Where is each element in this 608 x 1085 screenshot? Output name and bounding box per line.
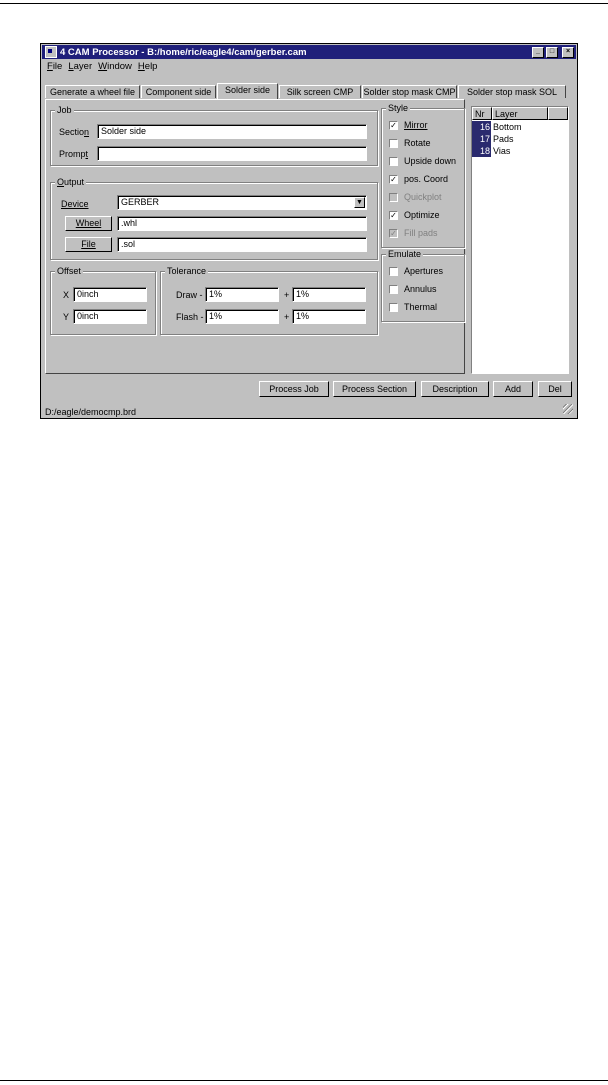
menu-help[interactable]: Help [137, 61, 158, 72]
menu-file[interactable]: File [47, 61, 63, 72]
prompt-input[interactable] [97, 146, 367, 161]
offset-y-label: Y [63, 312, 70, 322]
layer-row[interactable] [472, 145, 510, 157]
quickplot-checkbox[interactable] [389, 192, 442, 202]
rotate-checkbox[interactable] [389, 138, 431, 148]
tolerance-group [160, 266, 378, 335]
tab-panel [45, 99, 465, 374]
optimize-checkbox[interactable] [389, 210, 440, 220]
layer-col-spacer [548, 107, 568, 120]
layer-row[interactable] [472, 133, 514, 145]
rotate-label: Rotate [404, 138, 431, 148]
mirror-checkbox[interactable] [389, 120, 428, 130]
section-label-text: Sectio [59, 127, 85, 137]
annulus-checkbox[interactable] [389, 284, 437, 294]
layer-list[interactable] [471, 106, 569, 374]
tolerance-legend: Tolerance [167, 266, 207, 276]
flash-plus-label: + [284, 312, 290, 322]
tab-silk-screen-cmp[interactable]: Silk screen CMP [279, 85, 361, 98]
annulus-box [389, 285, 398, 294]
title-bar[interactable] [42, 45, 576, 59]
quickplot-label: Quickplot [404, 192, 442, 202]
thermal-label: Thermal [404, 302, 438, 312]
offset-x-input[interactable]: 0inch [73, 287, 147, 302]
process-section-button[interactable]: Process Section [333, 381, 416, 397]
maximize-button[interactable]: □ [546, 47, 558, 58]
apertures-box [389, 267, 398, 276]
flash-plus-input[interactable]: 1% [292, 309, 366, 324]
layer-col-layer[interactable]: Layer [492, 107, 548, 120]
offset-group [50, 266, 156, 335]
device-label: Device [61, 199, 89, 209]
layer-name: Bottom [493, 122, 522, 132]
rotate-box [389, 139, 398, 148]
status-bar: D:/eagle/democmp.brd [45, 407, 137, 417]
menu-window[interactable]: Window [98, 61, 132, 72]
layer-name: Pads [493, 134, 514, 144]
prompt-label [59, 149, 88, 159]
close-button[interactable]: × [562, 47, 574, 58]
mirror-label: Mirror [404, 120, 428, 130]
apertures-label: Apertures [404, 266, 444, 276]
section-input[interactable]: Solder side [97, 124, 367, 139]
upside-down-checkbox[interactable] [389, 156, 456, 166]
page-top-rule [0, 3, 608, 4]
chevron-down-icon[interactable]: ▼ [354, 197, 365, 208]
draw-minus-input[interactable]: 1% [205, 287, 279, 302]
job-group [50, 105, 378, 166]
job-legend: Job [57, 105, 72, 115]
annulus-label: Annulus [404, 284, 437, 294]
menu-layer[interactable]: Layer [68, 61, 93, 72]
draw-plus-input[interactable]: 1% [292, 287, 366, 302]
emulate-legend: Emulate [388, 249, 422, 259]
apertures-checkbox[interactable] [389, 266, 443, 276]
style-group [381, 103, 465, 248]
layer-nr: 18 [472, 145, 491, 157]
menu-help-mnemonic: H [137, 61, 145, 72]
file-button-label: File [81, 239, 96, 249]
prompt-label-mnemonic: t [85, 149, 89, 159]
pos-coord-checkbox[interactable] [389, 174, 448, 184]
prompt-label-text: Promp [59, 149, 86, 159]
add-button[interactable]: Add [493, 381, 533, 397]
output-group [50, 177, 378, 260]
cam-processor-window [40, 43, 578, 419]
pos-coord-check-icon: ✓ [390, 174, 397, 184]
process-job-button[interactable]: Process Job [259, 381, 329, 397]
offset-legend: Offset [57, 266, 81, 276]
emulate-group [381, 249, 465, 322]
thermal-checkbox[interactable] [389, 302, 437, 312]
layer-name: Vias [493, 146, 511, 156]
device-dropdown[interactable] [117, 195, 367, 210]
page-bottom-rule [0, 1080, 608, 1081]
section-label [59, 127, 89, 137]
output-legend-text: utput [64, 177, 85, 187]
optimize-check-icon: ✓ [390, 210, 397, 220]
layer-row[interactable] [472, 121, 522, 133]
output-legend [55, 177, 86, 187]
mirror-check-icon: ✓ [390, 120, 397, 130]
offset-y-input[interactable]: 0inch [73, 309, 147, 324]
fill-pads-checkbox[interactable] [389, 228, 438, 238]
wheel-input[interactable]: .whl [117, 216, 367, 231]
tab-solder-stop-mask-cmp[interactable]: Solder stop mask CMP [363, 87, 456, 97]
layer-nr: 17 [472, 133, 491, 145]
flash-minus-input[interactable]: 1% [205, 309, 279, 324]
wheel-button[interactable] [65, 216, 112, 231]
tab-solder-stop-mask-sol[interactable]: Solder stop mask SOL [458, 85, 566, 98]
output-legend-mnemonic: O [57, 177, 65, 187]
device-value: GERBER [121, 197, 160, 207]
section-label-mnemonic: n [84, 127, 90, 137]
menu-window-mnemonic: W [98, 61, 108, 72]
upside-down-label: Upside down [404, 156, 457, 166]
description-button[interactable]: Description [421, 381, 489, 397]
menu-layer-mnemonic: L [68, 61, 74, 72]
fill-pads-label: Fill pads [404, 228, 438, 238]
style-legend: Style [388, 103, 409, 113]
del-button[interactable]: Del [538, 381, 572, 397]
file-button[interactable] [65, 237, 112, 252]
app-icon[interactable] [45, 46, 57, 58]
tab-component-side[interactable]: Component side [141, 85, 216, 98]
tab-generate-wheel-file[interactable]: Generate a wheel file [45, 85, 140, 98]
quickplot-box [389, 193, 398, 202]
wheel-button-label: Wheel [75, 218, 102, 228]
window-title: 4 CAM Processor - B:/home/ric/eagle4/cam/gerber.cam [60, 46, 307, 58]
resize-grip-icon[interactable] [563, 404, 573, 414]
layer-col-nr[interactable]: Nr [472, 107, 492, 120]
optimize-label: Optimize [404, 210, 440, 220]
pos-coord-label: pos. Coord [404, 174, 449, 184]
thermal-box [389, 303, 398, 312]
layer-nr: 16 [472, 121, 491, 133]
file-input[interactable]: .sol [117, 237, 367, 252]
draw-label: Draw - [176, 290, 203, 300]
fill-pads-check-icon: ✓ [390, 228, 397, 238]
menu-bar [42, 61, 157, 73]
upside-down-box [389, 157, 398, 166]
tab-solder-side[interactable]: Solder side [217, 83, 278, 99]
menu-file-mnemonic: F [47, 61, 53, 72]
draw-plus-label: + [284, 290, 290, 300]
flash-label: Flash - [176, 312, 204, 322]
minimize-button[interactable]: _ [532, 47, 544, 58]
offset-x-label: X [63, 290, 70, 300]
